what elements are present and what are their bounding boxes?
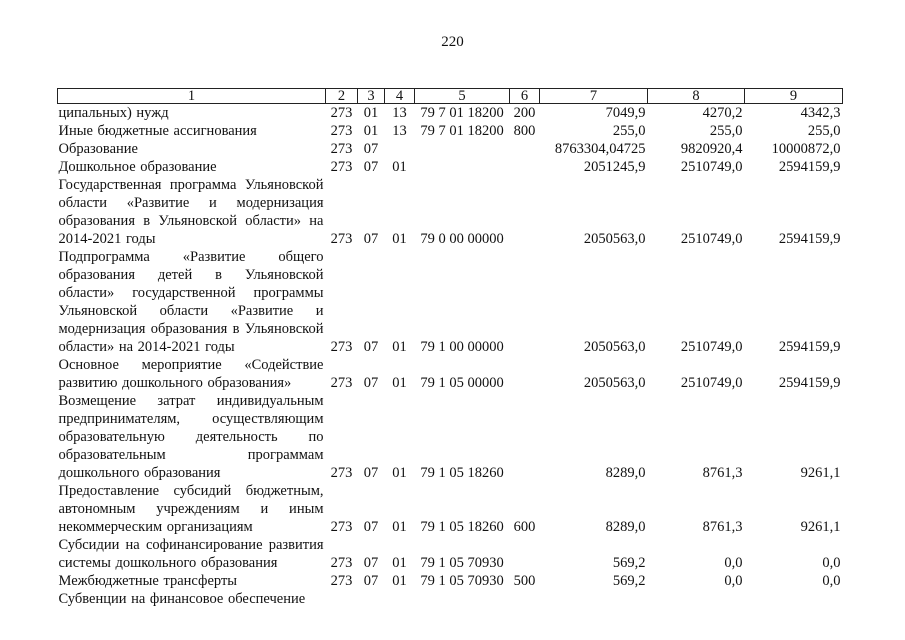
column-header: 3: [358, 89, 385, 104]
column-header: 9: [745, 89, 843, 104]
table-row: [58, 248, 843, 356]
amount-col9-cell: [745, 590, 843, 608]
target-article-cell: 79 1 05 70930: [420, 555, 504, 571]
page-number: 220: [441, 34, 464, 50]
column-number-header-row: [58, 89, 843, 104]
admin-code-cell: 273: [330, 159, 353, 175]
row-name-cell: Образование: [58, 141, 138, 157]
admin-code-cell: 273: [330, 519, 353, 535]
row-name-cell: Основное мероприятие «Содействие развитию дошкольного образования»: [58, 357, 324, 391]
expense-type-cell: [510, 158, 540, 176]
section-code-cell: 07: [363, 141, 379, 157]
row-name-cell: Предоставление субсидий бюджетным, автономным учреждениям и иным некоммерческим организациям: [58, 483, 324, 535]
amount-col9-cell: 9261,1: [800, 465, 841, 481]
column-header: 2: [326, 89, 358, 104]
amount-col7-cell: 8289,0: [605, 465, 646, 481]
section-code-cell: 07: [363, 375, 379, 391]
section-code-cell: [358, 590, 385, 608]
table-row: [58, 158, 843, 176]
expense-type-cell: [510, 590, 540, 608]
section-code-cell: 07: [363, 465, 379, 481]
target-article-cell: 79 7 01 18200: [420, 105, 504, 121]
section-code-cell: 07: [363, 573, 379, 589]
amount-col7-cell: 2050563,0: [583, 339, 646, 355]
subsection-code-cell: 01: [392, 555, 407, 571]
amount-col7-cell: 8289,0: [605, 519, 646, 535]
section-code-cell: 07: [363, 519, 379, 535]
column-header: 5: [415, 89, 510, 104]
row-name-cell: Возмещение затрат индивидуальным предпринимателям, осуществляющим образовательную деятельность по образовательным программам дошкольного образования: [58, 393, 324, 481]
expense-type-cell: [510, 248, 540, 356]
target-article-cell: [415, 590, 510, 608]
row-name-cell: Субсидии на софинансирование развития системы дошкольного образования: [58, 537, 324, 571]
table-row: [58, 356, 843, 392]
admin-code-cell: 273: [330, 231, 353, 247]
target-article-cell: 79 1 00 00000: [420, 339, 504, 355]
amount-col7-cell: 2050563,0: [583, 375, 646, 391]
table-row: [58, 176, 843, 248]
row-name-cell: Государственная программа Ульяновской области «Развитие и модернизация образования в Ульяновской области» на 2014-2021 годы: [58, 177, 324, 247]
amount-col7-cell: 569,2: [612, 573, 646, 589]
row-name-cell: ципальных) нужд: [58, 105, 169, 121]
amount-col9-cell: 10000872,0: [771, 141, 841, 157]
amount-col7-cell: 2051245,9: [583, 159, 646, 175]
subsection-code-cell: 01: [392, 519, 407, 535]
amount-col8-cell: 8761,3: [702, 519, 743, 535]
target-article-cell: 79 7 01 18200: [420, 123, 504, 139]
admin-code-cell: 273: [330, 105, 353, 121]
row-name-cell: Подпрограмма «Развитие общего образования детей в Ульяновской области» государственной программы Ульяновской области «Развитие и модернизация образования в Ульяновской области» на 2014-2021 годы: [58, 249, 324, 355]
column-header: 8: [648, 89, 745, 104]
budget-table: [57, 88, 843, 608]
table-row: [58, 104, 843, 123]
amount-col8-cell: 9820920,4: [680, 141, 743, 157]
row-name-cell: Дошкольное образование: [58, 159, 217, 175]
subsection-code-cell: 01: [392, 159, 407, 175]
amount-col8-cell: 8761,3: [702, 465, 743, 481]
section-code-cell: 07: [363, 555, 379, 571]
subsection-code-cell: 01: [392, 573, 407, 589]
amount-col8-cell: 0,0: [724, 573, 743, 589]
subsection-code-cell: [385, 590, 415, 608]
expense-type-cell: [510, 392, 540, 482]
expense-type-cell: 200: [513, 105, 536, 121]
subsection-code-cell: 01: [392, 465, 407, 481]
row-name-cell: Межбюджетные трансферты: [58, 573, 238, 589]
table-row: [58, 392, 843, 482]
target-article-cell: 79 1 05 70930: [420, 573, 504, 589]
section-code-cell: 01: [363, 123, 379, 139]
section-code-cell: 01: [363, 105, 379, 121]
amount-col7-cell: 569,2: [612, 555, 646, 571]
subsection-code-cell: 13: [392, 105, 407, 121]
amount-col9-cell: 4342,3: [800, 105, 841, 121]
amount-col9-cell: 255,0: [807, 123, 841, 139]
table-row: [58, 572, 843, 590]
column-header: 1: [58, 89, 326, 104]
expense-type-cell: 800: [513, 123, 536, 139]
amount-col7-cell: 255,0: [612, 123, 646, 139]
amount-col9-cell: 9261,1: [800, 519, 841, 535]
amount-col9-cell: 2594159,9: [778, 375, 841, 391]
subsection-code-cell: 01: [392, 231, 407, 247]
amount-col8-cell: 2510749,0: [680, 339, 743, 355]
target-article-cell: 79 1 05 00000: [420, 375, 504, 391]
admin-code-cell: 273: [330, 465, 353, 481]
amount-col7-cell: 2050563,0: [583, 231, 646, 247]
amount-col8-cell: 2510749,0: [680, 231, 743, 247]
target-article-cell: [415, 140, 510, 158]
amount-col9-cell: 0,0: [822, 555, 841, 571]
section-code-cell: 07: [363, 339, 379, 355]
column-header: 4: [385, 89, 415, 104]
expense-type-cell: [510, 356, 540, 392]
admin-code-cell: 273: [330, 555, 353, 571]
admin-code-cell: 273: [330, 141, 353, 157]
expense-type-cell: [510, 536, 540, 572]
amount-col9-cell: 0,0: [822, 573, 841, 589]
subsection-code-cell: 01: [392, 375, 407, 391]
admin-code-cell: 273: [330, 123, 353, 139]
subsection-code-cell: [385, 140, 415, 158]
admin-code-cell: 273: [330, 573, 353, 589]
expense-type-cell: [510, 140, 540, 158]
target-article-cell: [415, 158, 510, 176]
row-name-cell: Иные бюджетные ассигнования: [58, 123, 257, 139]
expense-type-cell: 600: [513, 519, 536, 535]
amount-col8-cell: 255,0: [709, 123, 743, 139]
amount-col7-cell: [540, 590, 648, 608]
amount-col8-cell: 4270,2: [702, 105, 743, 121]
amount-col8-cell: 2510749,0: [680, 159, 743, 175]
amount-col9-cell: 2594159,9: [778, 231, 841, 247]
expense-type-cell: [510, 176, 540, 248]
row-name-cell: Субвенции на финансовое обеспечение: [58, 591, 306, 607]
table-row: [58, 122, 843, 140]
amount-col9-cell: 2594159,9: [778, 159, 841, 175]
table-row: [58, 536, 843, 572]
amount-col9-cell: 2594159,9: [778, 339, 841, 355]
target-article-cell: 79 1 05 18260: [420, 519, 504, 535]
section-code-cell: 07: [363, 231, 379, 247]
column-header: 7: [540, 89, 648, 104]
target-article-cell: 79 0 00 00000: [420, 231, 504, 247]
expense-type-cell: 500: [513, 573, 536, 589]
subsection-code-cell: 13: [392, 123, 407, 139]
admin-code-cell: 273: [330, 339, 353, 355]
admin-code-cell: [326, 590, 358, 608]
amount-col7-cell: 7049,9: [605, 105, 646, 121]
section-code-cell: 07: [363, 159, 379, 175]
amount-col7-cell: 8763304,04725: [554, 141, 646, 157]
table-row: [58, 140, 843, 158]
admin-code-cell: 273: [330, 375, 353, 391]
column-header: 6: [510, 89, 540, 104]
subsection-code-cell: 01: [392, 339, 407, 355]
table-row: [58, 482, 843, 536]
table-row: [58, 590, 843, 608]
amount-col8-cell: 2510749,0: [680, 375, 743, 391]
target-article-cell: 79 1 05 18260: [420, 465, 504, 481]
amount-col8-cell: 0,0: [724, 555, 743, 571]
amount-col8-cell: [648, 590, 745, 608]
